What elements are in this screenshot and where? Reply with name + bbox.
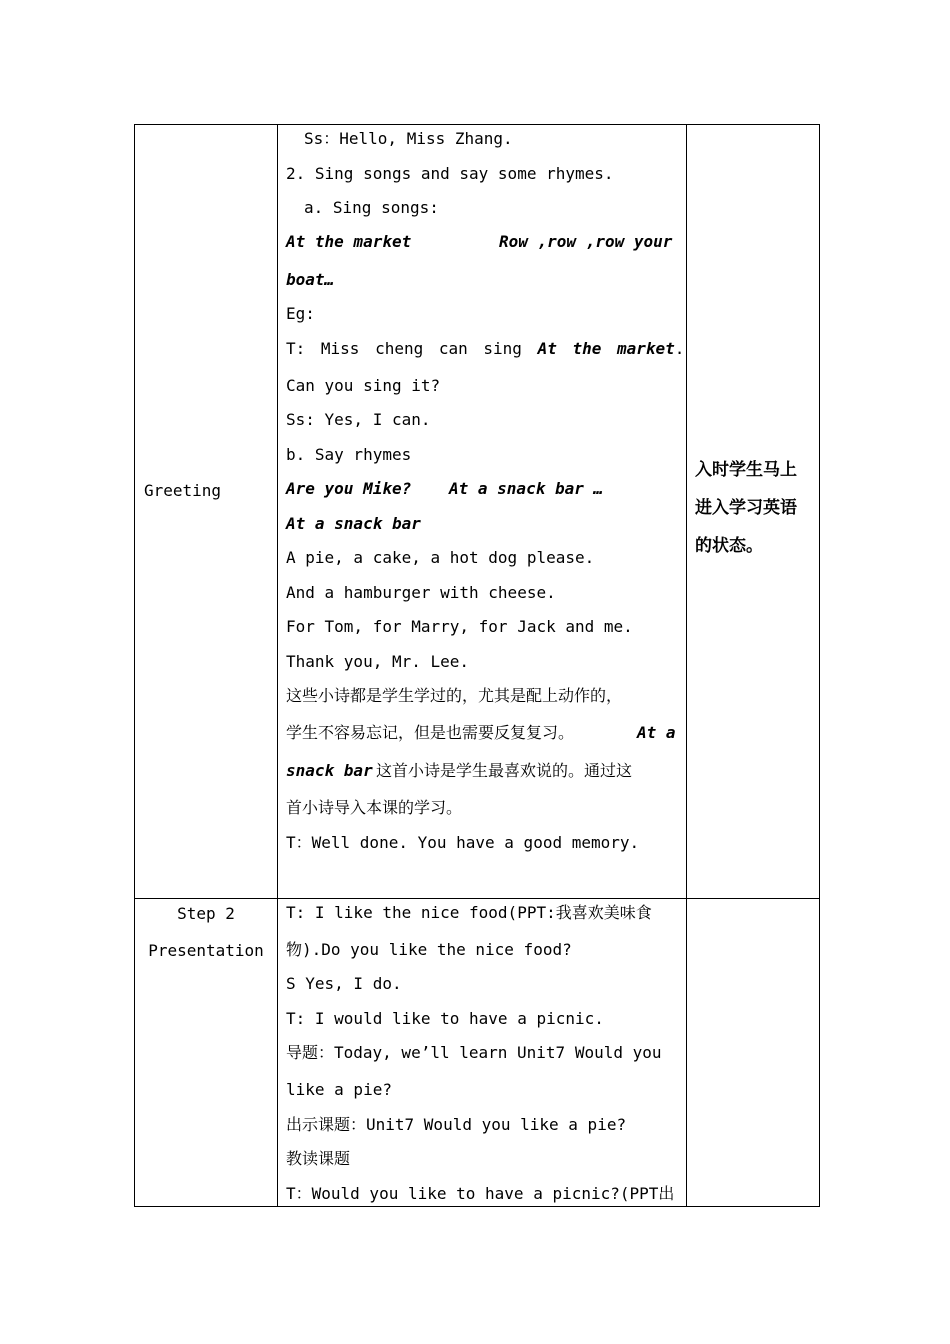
text-line: Can you sing it? [286, 376, 441, 395]
text-line: T: I would like to have a picnic. [286, 1009, 604, 1028]
stage-label-step2: Step 2 [177, 904, 235, 923]
text-line: 教读课题 [286, 1149, 351, 1168]
rhyme-heading: At a snack bar [286, 514, 421, 533]
stage-label-presentation: Presentation [148, 941, 264, 960]
text-span: . [674, 339, 685, 358]
text-line: 学生不容易忘记，但是也需要反复复习。 [286, 723, 575, 742]
text-line: T：Would you like to have a picnic?(PPT出 [286, 1184, 675, 1203]
text-line: 物).Do you like the nice food? [286, 940, 572, 959]
presentation-activity-cell [286, 898, 681, 1208]
text-line: Eg: [286, 304, 315, 323]
song-title-row: Row ,row ,row your [499, 232, 673, 251]
column-divider-2 [686, 125, 687, 1206]
text-line: b. Say rhymes [286, 445, 412, 464]
song-title-inline: At the market [537, 339, 675, 358]
text-line: a. Sing songs: [304, 198, 439, 217]
text-line: 这些小诗都是学生学过的，尤其是配上动作的， [286, 686, 623, 705]
rhyme-title-mike: Are you Mike? [286, 479, 412, 498]
note-line: 的状态。 [695, 536, 763, 556]
text-span: T: Miss cheng can sing [286, 339, 538, 358]
text-line: 导题：Today, we’ll learn Unit7 Would you [286, 1043, 662, 1062]
note-line: 入时学生马上 [695, 460, 797, 480]
text-line: T: I like the nice food(PPT:我喜欢美味食 [286, 903, 652, 922]
rhyme-title-inline: snack bar [286, 761, 373, 780]
rhyme-title-snack: At a snack bar … [449, 479, 604, 498]
text-line: 这首小诗是学生最喜欢说的。通过这 [376, 761, 633, 780]
text-line: Ss: Yes, I can. [286, 410, 431, 429]
text-line: 首小诗导入本课的学习。 [286, 798, 463, 817]
text-line: A pie, a cake, a hot dog please. [286, 548, 595, 567]
text-line: For Tom, for Marry, for Jack and me. [286, 617, 633, 636]
text-line: Thank you, Mr. Lee. [286, 652, 470, 671]
stage-label-greeting: Greeting [144, 481, 222, 500]
text-line: S Yes, I do. [286, 974, 402, 993]
rhyme-title-inline: At a [637, 723, 676, 742]
text-line: Ss：Hello, Miss Zhang. [304, 129, 513, 148]
text-line [286, 339, 684, 359]
text-line: 2. Sing songs and say some rhymes. [286, 164, 614, 183]
text-line: boat… [286, 270, 335, 289]
lesson-plan-table [134, 124, 820, 1207]
teaching-note [695, 451, 815, 565]
text-line: T：Well done. You have a good memory. [286, 833, 640, 852]
text-line: 出示课题：Unit7 Would you like a pie? [286, 1115, 627, 1134]
note-line: 进入学习英语 [695, 498, 797, 518]
song-title-market: At the market [286, 232, 412, 251]
column-divider-1 [277, 125, 278, 1206]
greeting-activity-cell [286, 125, 685, 898]
text-line: like a pie? [286, 1080, 392, 1099]
text-line: And a hamburger with cheese. [286, 583, 556, 602]
